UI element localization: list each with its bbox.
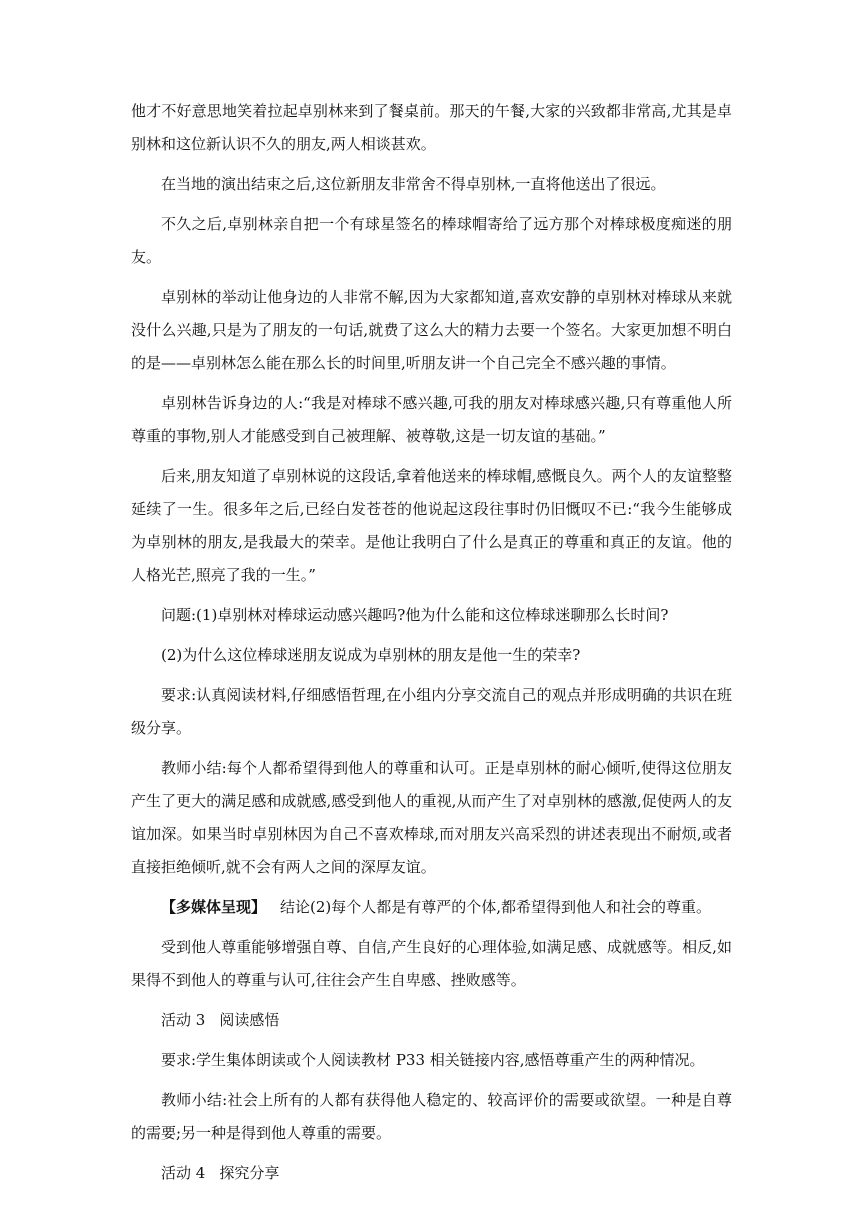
paragraph: 卓别林的举动让他身边的人非常不解,因为大家都知道,喜欢安静的卓别林对棒球从来就没什么兴趣,只是为了朋友的一句话,就费了这么大的精力去要一个签名。大家更加想不明白的是——卓别林怎么能在那么长的时间里,听朋友讲一个自己完全不感兴趣的事情。 xyxy=(131,288,732,372)
paragraph: 受到他人尊重能够增强自尊、自信,产生良好的心理体验,如满足感、成就感等。相反,如果得不到他人的尊重与认可,往往会产生自卑感、挫败感等。 xyxy=(131,938,732,989)
activity-4-heading xyxy=(131,1157,732,1190)
paragraph: 在当地的演出结束之后,这位新朋友非常舍不得卓别林,一直将他送出了很远。 xyxy=(161,175,666,193)
activity-title: 阅读感悟 xyxy=(219,1011,280,1029)
requirement: 要求:认真阅读材料,仔细感悟哲理,在小组内分享交流自己的观点并形成明确的共识在班级分享。 xyxy=(131,686,732,737)
paragraph: 卓别林告诉身边的人:“我是对棒球不感兴趣,可我的朋友对棒球感兴趣,只有尊重他人所尊重的事物,别人才能感受到自己被理解、被尊敬,这是一切友谊的基础。” xyxy=(131,394,732,445)
paragraph: 不久之后,卓别林亲自把一个有球星签名的棒球帽寄给了远方那个对棒球极度痴迷的朋友。 xyxy=(131,215,732,266)
teacher-summary: 教师小结:每个人都希望得到他人的尊重和认可。正是卓别林的耐心倾听,使得这位朋友产生了更大的满足感和成就感,感受到他人的重视,从而产生了对卓别林的感激,促使两人的友谊加深。如果当时卓别林因为自己不喜欢棒球,而对朋友兴高采烈的讲述表现出不耐烦,或者直接拒绝倾听,就不会有两人之间的深厚友谊。 xyxy=(131,759,732,876)
conclusion-text: 结论(2)每个人都是有尊严的个体,都希望得到他人和社会的尊重。 xyxy=(280,898,712,916)
activity-number: 活动 3 xyxy=(161,1011,206,1029)
activity-3-heading xyxy=(131,1004,732,1037)
paragraph: 后来,朋友知道了卓别林说的这段话,拿着他送来的棒球帽,感慨良久。两个人的友谊整整延续了一生。很多年之后,已经白发苍苍的他说起这段往事时仍旧慨叹不已:“我今生能够成为卓别林的朋友,是我最大的荣幸。是他让我明白了什么是真正的尊重和真正的友谊。他的人格光芒,照亮了我的一生。” xyxy=(131,467,732,584)
activity-number: 活动 4 xyxy=(161,1164,206,1182)
activity-title: 探究分享 xyxy=(219,1164,280,1182)
question-1: 问题:(1)卓别林对棒球运动感兴趣吗?他为什么能和这位棒球迷聊那么长时间? xyxy=(161,606,669,624)
requirement: 要求:学生集体朗读或个人阅读教材 P33 相关链接内容,感悟尊重产生的两种情况。 xyxy=(161,1051,705,1069)
teacher-summary: 教师小结:社会上所有的人都有获得他人稳定的、较高评价的需要或欲望。一种是自尊的需要;另一种是得到他人尊重的需要。 xyxy=(131,1091,732,1142)
question-2: (2)为什么这位棒球迷朋友说成为卓别林的朋友是他一生的荣幸? xyxy=(161,646,581,664)
multimedia-conclusion xyxy=(131,891,732,924)
paragraph: 他才不好意思地笑着拉起卓别林来到了餐桌前。那天的午餐,大家的兴致都非常高,尤其是卓别林和这位新认识不久的朋友,两人相谈甚欢。 xyxy=(131,102,732,153)
multimedia-tag: 【多媒体呈现】 xyxy=(161,898,267,916)
